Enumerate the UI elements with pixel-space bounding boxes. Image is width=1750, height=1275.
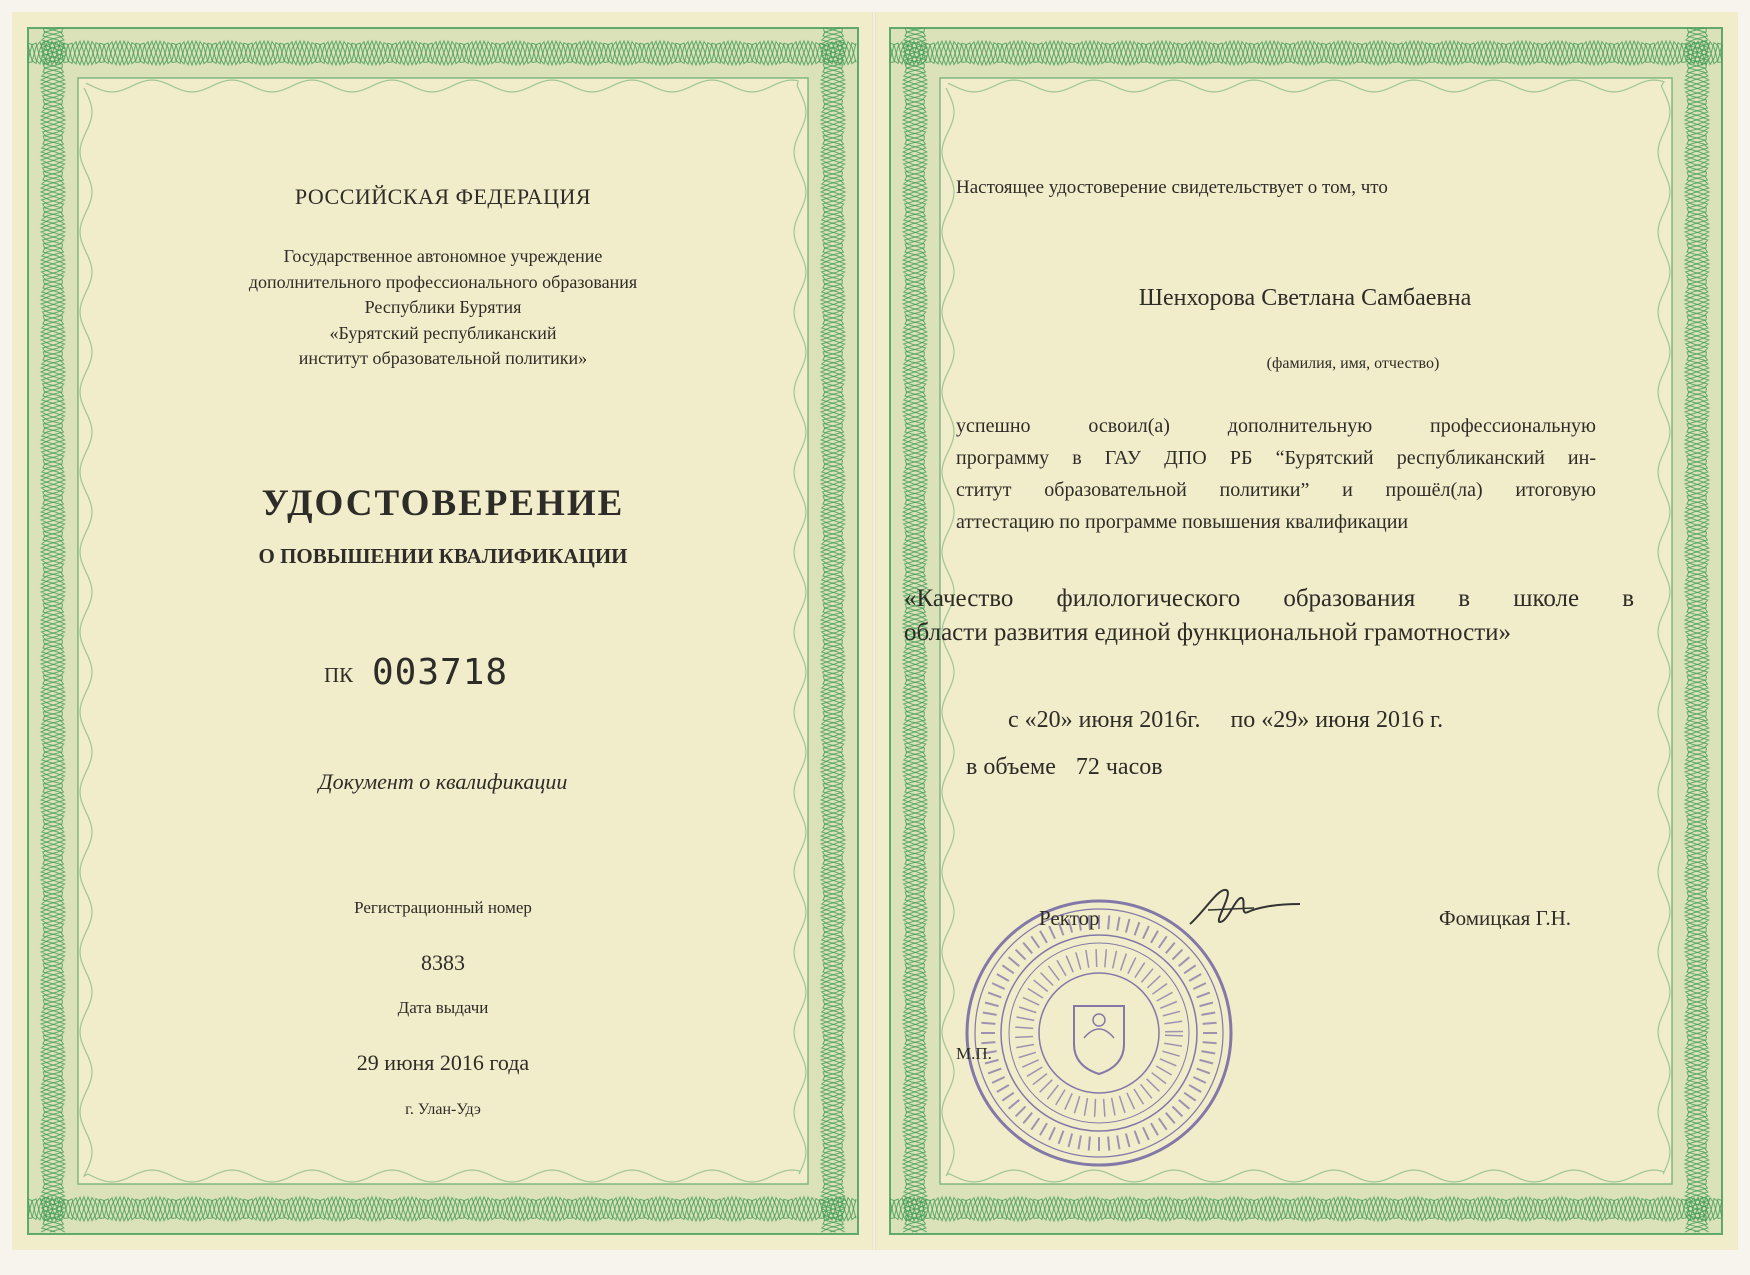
study-period bbox=[1008, 707, 1443, 734]
organization-name bbox=[12, 244, 874, 372]
holder-name: Шенхорова Светлана Самбаевна bbox=[1138, 285, 1472, 311]
statement-line: программу в ГАУ ДПО РБ “Бурятский республиканский ин- bbox=[956, 447, 1596, 469]
organization-line: Республики Бурятия bbox=[364, 297, 522, 317]
program-title bbox=[904, 582, 1634, 650]
period-from: с «20» июня 2016г. bbox=[1008, 707, 1201, 733]
document-type: Документ о квалификации bbox=[318, 769, 568, 794]
document-title: УДОСТОВЕРЕНИЕ bbox=[261, 483, 625, 524]
program-line: области развития единой функциональной грамотности» bbox=[904, 619, 1512, 646]
statement-line: аттестацию по программе повышения квалификации bbox=[956, 511, 1409, 533]
registration-label: Регистрационный номер bbox=[354, 898, 532, 917]
issue-city: г. Улан-Удэ bbox=[405, 1101, 481, 1118]
study-volume bbox=[966, 754, 1163, 781]
rector-label: Ректор bbox=[1039, 906, 1100, 930]
seal-place-label: М.П. bbox=[956, 1044, 992, 1063]
period-to: по «29» июня 2016 г. bbox=[1230, 707, 1444, 733]
volume-label: в объеме bbox=[966, 754, 1056, 780]
organization-line: дополнительного профессионального образования bbox=[248, 271, 638, 292]
issue-date-label: Дата выдачи bbox=[397, 998, 489, 1017]
center-fold bbox=[872, 12, 876, 1250]
document-subtitle: О ПОВЫШЕНИИ КВАЛИФИКАЦИИ bbox=[258, 544, 628, 568]
issue-date: 29 июня 2016 года bbox=[356, 1050, 530, 1075]
country-heading: РОССИЙСКАЯ ФЕДЕРАЦИЯ bbox=[294, 184, 592, 209]
registration-number: 8383 bbox=[421, 950, 465, 975]
organization-line: «Бурятский республиканский bbox=[329, 322, 557, 343]
rector-name: Фомицкая Г.Н. bbox=[1439, 906, 1572, 930]
statement-line: ститут образовательной политики” и прошёл(ла) итоговую bbox=[956, 479, 1596, 501]
certificate-right-page bbox=[874, 12, 1738, 1250]
series-number: 003718 bbox=[372, 652, 509, 693]
volume-value: 72 часов bbox=[1075, 754, 1163, 780]
statement-line: успешно освоил(а) дополнительную профессиональную bbox=[956, 415, 1596, 437]
organization-line: Государственное автономное учреждение bbox=[283, 246, 603, 266]
completion-statement bbox=[956, 410, 1596, 538]
certificate-left-page bbox=[12, 12, 874, 1250]
intro-text: Настоящее удостоверение свидетельствует о том, что bbox=[956, 177, 1388, 198]
series-prefix: ПК bbox=[324, 663, 354, 687]
organization-line: институт образовательной политики» bbox=[298, 348, 588, 368]
rector-signature bbox=[1184, 882, 1304, 932]
program-line: «Качество филологического образования в школе в bbox=[904, 585, 1634, 612]
holder-name-caption: (фамилия, имя, отчество) bbox=[1266, 355, 1440, 372]
